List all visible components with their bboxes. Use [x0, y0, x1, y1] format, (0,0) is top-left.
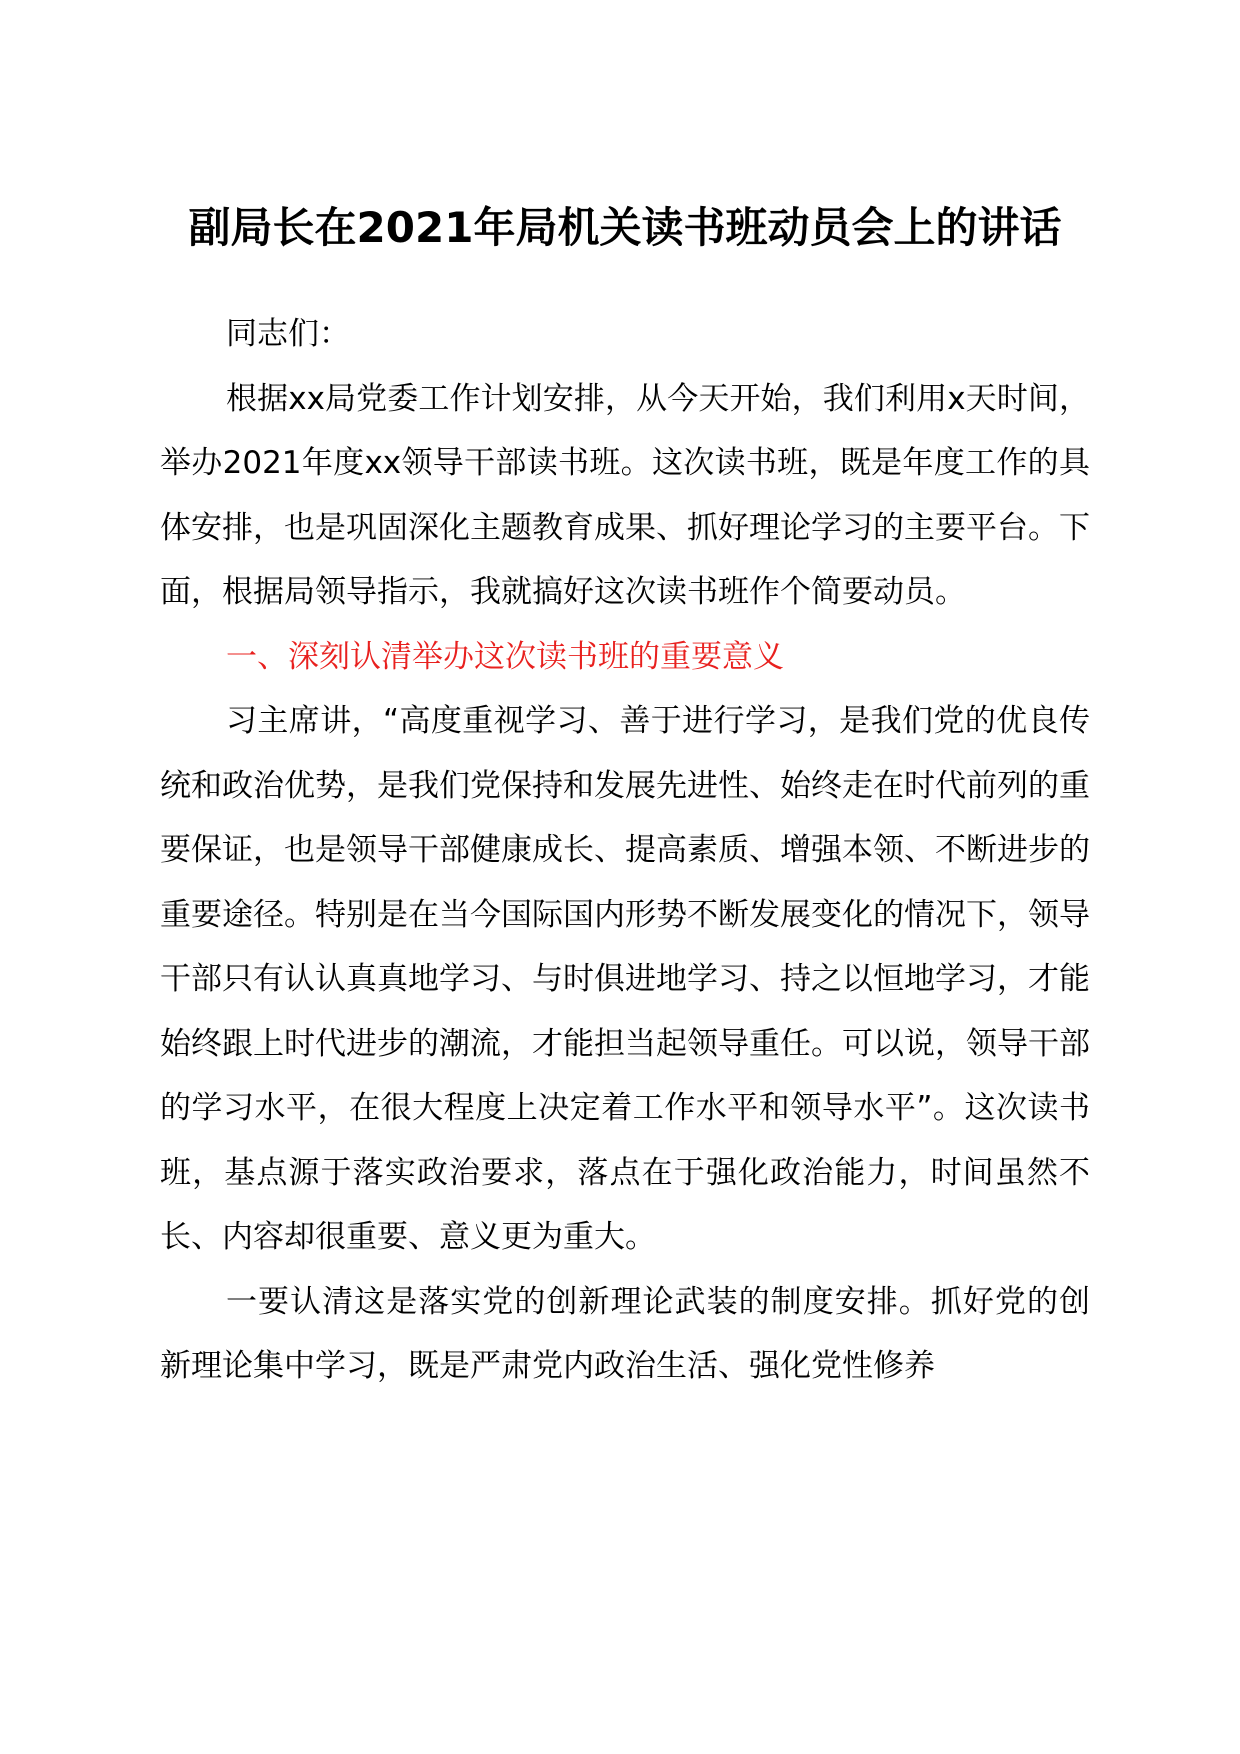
document-body — [160, 196, 1090, 1399]
section-heading: 一、深刻认清举办这次读书班的重要意义 — [226, 638, 784, 675]
section-paragraph-2: 一要认清这是落实党的创新理论武装的制度安排。抓好党的创新理论集中学习，既是严肃党内政治生活、强化党性修养 — [160, 1283, 1090, 1384]
section-paragraph-1: 习主席讲，“高度重视学习、善于进行学习，是我们党的优良传统和政治优势，是我们党保持和发展先进性、始终走在时代前列的重要保证，也是领导干部健康成长、提高素质、增强本领、不断进步的重要途径。特别是在当今国际国内形势不断发展变化的情况下，领导干部只有认认真真地学习、与时俱进地学习、持之以恒地学习，才能始终跟上时代进步的潮流，才能担当起领导重任。可以说，领导干部的学习水平，在很大程度上决定着工作水平和领导水平”。这次读书班，基点源于落实政治要求，落点在于强化政治能力，时间虽然不长、内容却很重要、意义更为重大。 — [160, 703, 1090, 1255]
intro-paragraph: 根据xx局党委工作计划安排，从今天开始，我们利用x天时间，举办2021年度xx领导干部读书班。这次读书班，既是年度工作的具体安排，也是巩固深化主题教育成果、抓好理论学习的主要平台。下面，根据局领导指示，我就搞好这次读书班作个简要动员。 — [160, 380, 1090, 610]
greeting: 同志们： — [226, 316, 350, 352]
document-title: 副局长在2021年局机关读书班动员会上的讲话 — [188, 203, 1062, 252]
